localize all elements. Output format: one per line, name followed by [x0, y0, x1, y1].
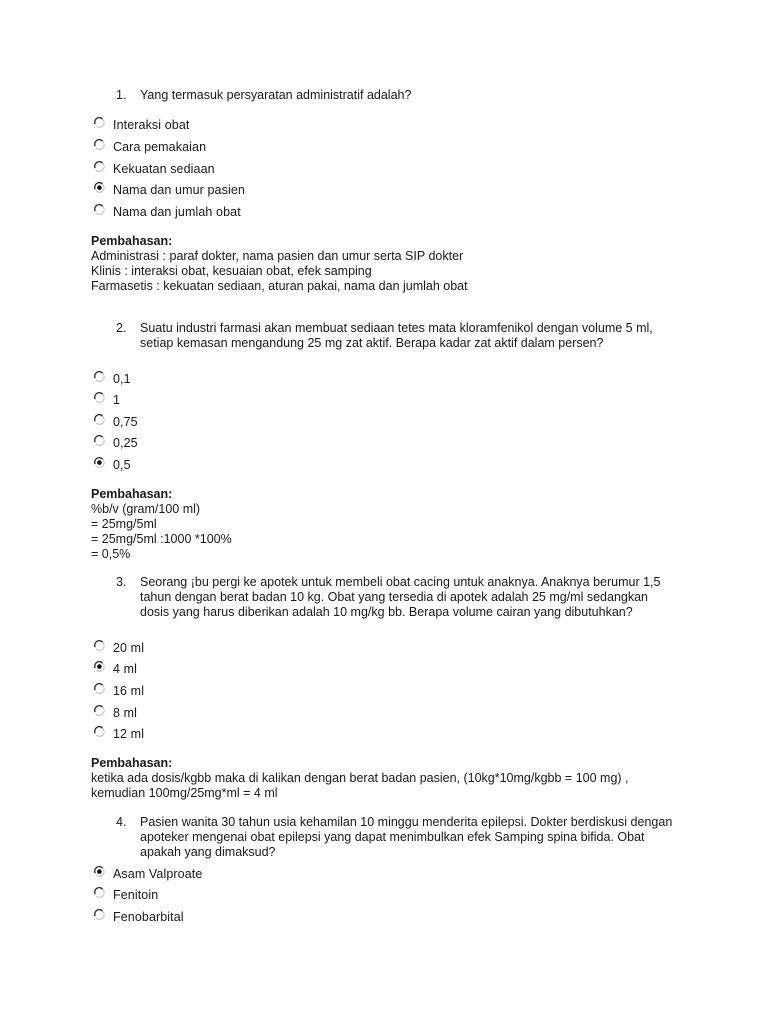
option-label: 20 ml [113, 641, 145, 655]
radio-unchecked-icon [94, 726, 105, 737]
radio-icon[interactable] [94, 204, 105, 215]
option-label: 0,5 [113, 458, 131, 472]
radio-unchecked-icon [94, 640, 105, 651]
radio-unchecked-icon [94, 683, 105, 694]
radio-outline-dark [95, 909, 103, 916]
question-3 [116, 575, 676, 620]
discussion-line: = 0,5% [91, 547, 131, 561]
option-q2-c[interactable] [94, 413, 138, 431]
radio-outline-dark [95, 117, 103, 124]
radio-unchecked-icon [94, 705, 105, 716]
radio-outline-light [96, 141, 104, 149]
radio-unchecked-icon [94, 392, 105, 403]
radio-outline-light [96, 707, 104, 715]
discussion-line: ketika ada dosis/kgbb maka di kalikan dengan berat badan pasien, (10kg*10mg/kgbb = 100 mg) , kemudian 100mg/25mg*ml = 4 ml [91, 771, 629, 800]
radio-dot [97, 460, 102, 465]
option-q1-b[interactable] [94, 138, 206, 156]
option-label: 1 [113, 393, 121, 407]
radio-icon[interactable] [94, 457, 105, 468]
question-number: 3. [116, 575, 127, 589]
radio-unchecked-icon [94, 371, 105, 382]
radio-icon[interactable] [94, 705, 105, 716]
discussion-q3 [91, 756, 651, 801]
radio-icon[interactable] [94, 909, 105, 920]
radio-unchecked-icon [94, 139, 105, 150]
radio-icon[interactable] [94, 435, 105, 446]
discussion-line: Administrasi : paraf dokter, nama pasien dan umur serta SIP dokter [91, 249, 464, 263]
option-q2-e[interactable] [94, 456, 131, 474]
radio-icon[interactable] [94, 161, 105, 172]
option-q3-e[interactable] [94, 725, 144, 743]
discussion-line: = 25mg/5ml [91, 517, 157, 531]
option-q3-b[interactable] [94, 660, 137, 678]
option-q4-a[interactable] [94, 865, 202, 883]
radio-outline-light [96, 642, 104, 650]
option-label: Asam Valproate [113, 867, 203, 881]
question-number: 1. [116, 88, 127, 102]
option-q3-c[interactable] [94, 682, 144, 700]
radio-icon[interactable] [94, 392, 105, 403]
radio-outline-dark [95, 683, 103, 690]
option-label: 0,1 [113, 372, 131, 386]
discussion-heading: Pembahasan: [91, 487, 173, 501]
radio-outline-dark [95, 435, 103, 442]
discussion-line: = 25mg/5ml :1000 *100% [91, 532, 232, 546]
radio-icon[interactable] [94, 866, 105, 877]
option-label: 8 ml [113, 706, 138, 720]
radio-checked-icon [94, 661, 105, 672]
radio-icon[interactable] [94, 640, 105, 651]
question-2 [116, 321, 676, 351]
radio-unchecked-icon [94, 887, 105, 898]
discussion-line: %b/v (gram/100 ml) [91, 502, 201, 516]
radio-outline-light [96, 394, 104, 402]
question-number: 4. [116, 815, 127, 829]
radio-icon[interactable] [94, 887, 105, 898]
radio-outline-dark [95, 887, 103, 894]
discussion-line: Farmasetis : kekuatan sediaan, aturan pakai, nama dan jumlah obat [91, 279, 468, 293]
radio-outline-dark [95, 726, 103, 733]
radio-outline-light [96, 685, 104, 693]
option-q3-a[interactable] [94, 639, 144, 657]
option-q1-c[interactable] [94, 160, 215, 178]
question-text: Suatu industri farmasi akan membuat sediaan tetes mata kloramfenikol dengan volume 5 ml, setiap kemasan mengandung 25 mg zat aktif. Berapa kadar zat aktif dalam persen? [140, 321, 653, 350]
option-label: Nama dan umur pasien [113, 183, 245, 197]
radio-dot [97, 185, 102, 190]
radio-dot [97, 664, 102, 669]
discussion-q2 [91, 487, 691, 562]
option-label: 12 ml [113, 727, 145, 741]
question-4 [116, 815, 676, 860]
option-q1-a[interactable] [94, 116, 189, 134]
radio-unchecked-icon [94, 435, 105, 446]
radio-outline-light [96, 163, 104, 171]
option-label: 0,25 [113, 436, 138, 450]
radio-icon[interactable] [94, 182, 105, 193]
option-label: Interaksi obat [113, 118, 190, 132]
radio-outline-dark [95, 161, 103, 168]
radio-checked-icon [94, 182, 105, 193]
radio-outline-light [96, 373, 104, 381]
discussion-heading: Pembahasan: [91, 234, 173, 248]
question-text: Seorang ¡bu pergi ke apotek untuk membeli obat cacing untuk anaknya. Anaknya berumur 1,5 tahun dengan berat badan 10 kg. Obat yang tersedia di apotek adalah 25 mg/ml sedangkan dosis yang harus diberikan adalah 10 mg/kg bb. Berapa volume cairan yang dibutuhkan? [140, 575, 661, 619]
radio-outline-light [96, 728, 104, 736]
radio-outline-light [96, 911, 104, 919]
option-q4-c[interactable] [94, 908, 184, 926]
question-text: Yang termasuk persyaratan administratif adalah? [140, 88, 412, 102]
radio-unchecked-icon [94, 909, 105, 920]
radio-icon[interactable] [94, 661, 105, 672]
option-label: Nama dan jumlah obat [113, 205, 241, 219]
radio-outline-dark [95, 139, 103, 146]
discussion-line: Klinis : interaksi obat, kesuaian obat, efek samping [91, 264, 372, 278]
option-label: Cara pemakaian [113, 140, 207, 154]
radio-unchecked-icon [94, 117, 105, 128]
radio-outline-light [96, 416, 104, 424]
discussion-q1 [91, 234, 691, 294]
radio-icon[interactable] [94, 117, 105, 128]
radio-outline-dark [95, 640, 103, 647]
question-1 [116, 88, 676, 103]
radio-unchecked-icon [94, 204, 105, 215]
radio-checked-icon [94, 866, 105, 877]
radio-outline-dark [95, 414, 103, 421]
option-q2-d[interactable] [94, 434, 138, 452]
discussion-heading: Pembahasan: [91, 756, 173, 770]
radio-checked-icon [94, 457, 105, 468]
radio-outline-dark [95, 392, 103, 399]
radio-icon[interactable] [94, 371, 105, 382]
radio-outline-light [96, 889, 104, 897]
radio-icon[interactable] [94, 683, 105, 694]
radio-unchecked-icon [94, 161, 105, 172]
radio-icon[interactable] [94, 414, 105, 425]
option-label: 0,75 [113, 415, 138, 429]
radio-outline-dark [95, 204, 103, 211]
option-q2-b[interactable] [94, 391, 120, 409]
radio-outline-dark [95, 371, 103, 378]
question-text: Pasien wanita 30 tahun usia kehamilan 10 minggu menderita epilepsi. Dokter berdiskusi dengan apoteker mengenai obat epilepsi yang dapat menimbulkan efek Samping spina bifida. Obat apakah yang dimaksud? [140, 815, 673, 859]
question-number: 2. [116, 321, 127, 335]
option-q4-b[interactable] [94, 886, 158, 904]
option-label: 16 ml [113, 684, 145, 698]
radio-outline-light [96, 206, 104, 214]
option-q1-d[interactable] [94, 181, 245, 199]
option-label: Fenobarbital [113, 910, 184, 924]
radio-outline-light [96, 437, 104, 445]
option-q1-e[interactable] [94, 203, 241, 221]
option-label: Kekuatan sediaan [113, 162, 215, 176]
radio-unchecked-icon [94, 414, 105, 425]
radio-icon[interactable] [94, 726, 105, 737]
option-label: 4 ml [113, 662, 138, 676]
option-q2-a[interactable] [94, 370, 131, 388]
radio-outline-light [96, 119, 104, 127]
radio-dot [97, 869, 102, 874]
option-q3-d[interactable] [94, 704, 137, 722]
option-label: Fenitoin [113, 888, 159, 902]
radio-icon[interactable] [94, 139, 105, 150]
radio-outline-dark [95, 705, 103, 712]
